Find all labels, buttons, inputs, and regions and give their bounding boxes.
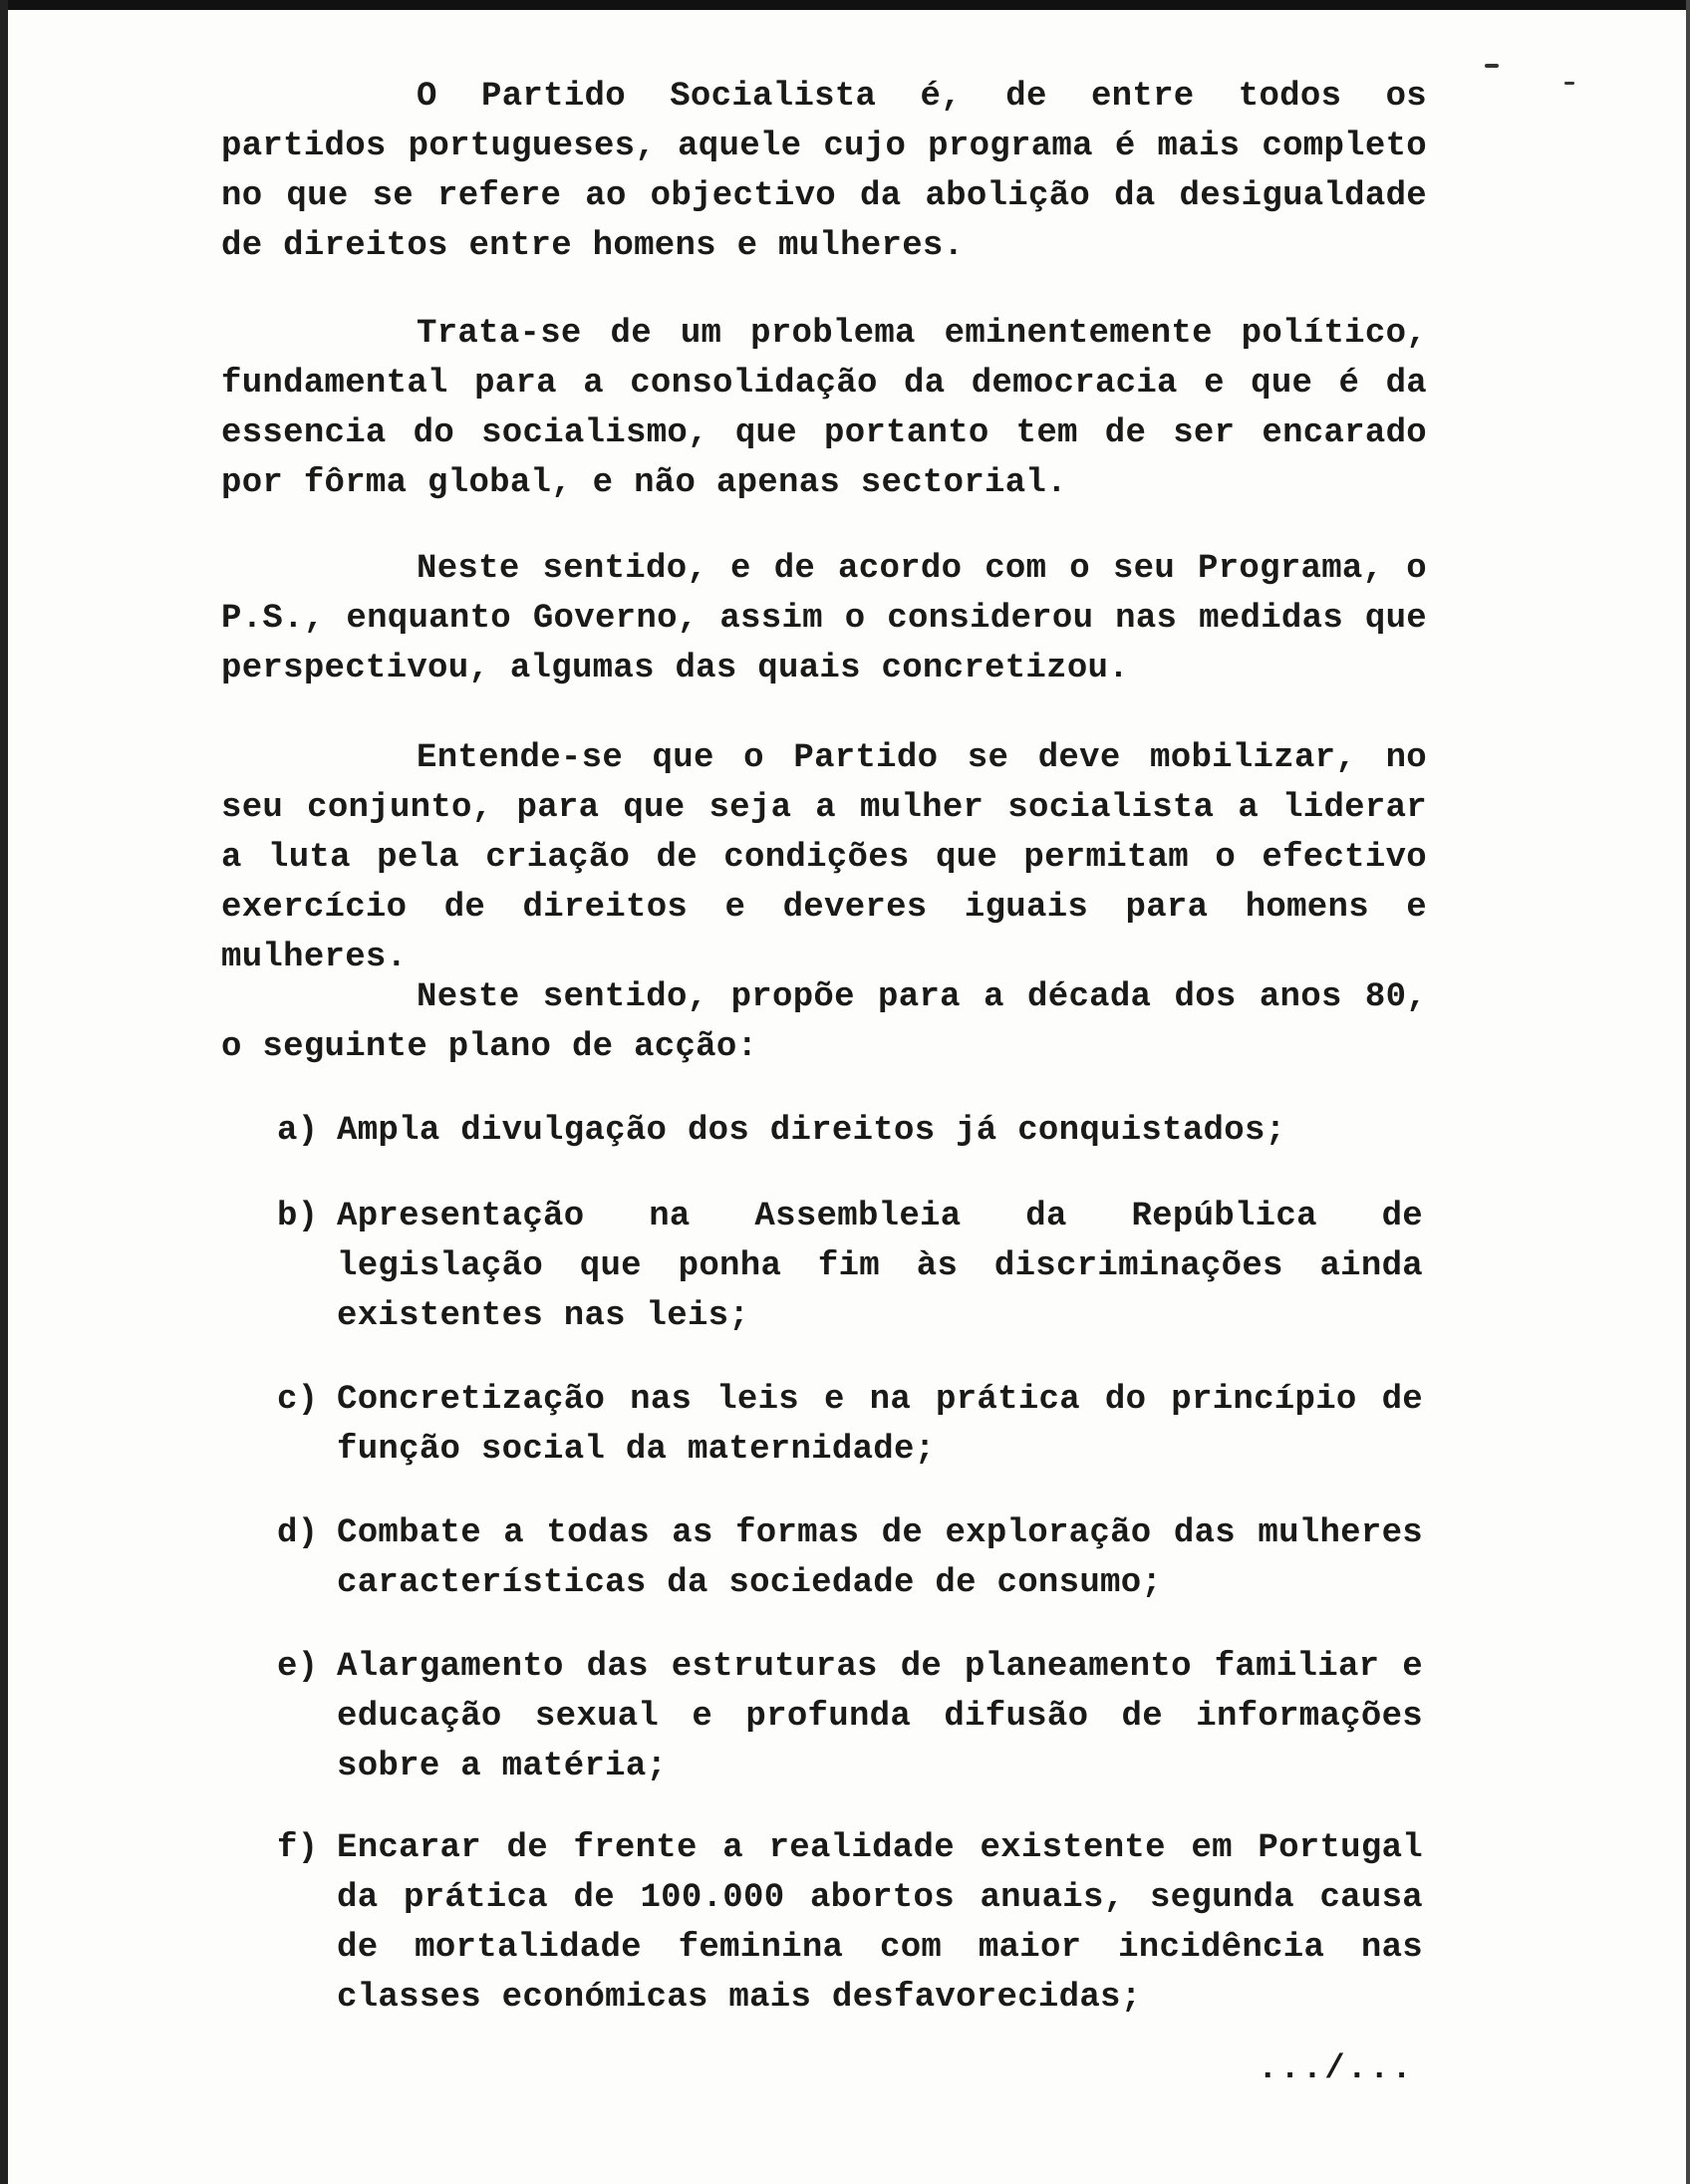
list-item-text: Apresentação na Assembleia da República de legislação que ponha fim às discriminações ainda existentes nas leis;	[337, 1198, 1423, 1335]
list-item-text: Ampla divulgação dos direitos já conquistados;	[337, 1112, 1286, 1150]
paragraph-action-plan-intro: Neste sentido, propõe para a década dos anos 80, o seguinte plano de acção:	[221, 978, 1427, 1066]
list-item	[277, 1192, 1423, 1341]
continuation-mark: .../...	[1258, 2050, 1414, 2088]
scan-edge-top	[0, 0, 1690, 10]
list-item	[277, 1375, 1423, 1475]
list-item-text: Encarar de frente a realidade existente em Portugal da prática de 100.000 abortos anuais, segunda causa de mortalidade feminina com maior incidência nas classes económicas mais desfavorecidas;	[337, 1829, 1423, 2017]
list-item-marker: a)	[277, 1112, 319, 1150]
scan-edge-left	[0, 0, 8, 2184]
list-item-text: Concretização nas leis e na prática do princípio de função social da maternidade;	[337, 1381, 1423, 1469]
list-item	[277, 1508, 1423, 1608]
list-item-text: Combate a todas as formas de exploração das mulheres características da sociedade de consumo;	[337, 1514, 1423, 1602]
scan-speck	[1485, 64, 1499, 68]
list-item-text: Alargamento das estruturas de planeamento familiar e educação sexual e profunda difusão de informações sobre a matéria;	[337, 1648, 1423, 1785]
list-item	[277, 1823, 1423, 2023]
list-item-marker: d)	[277, 1514, 319, 1552]
list-item-marker: e)	[277, 1648, 319, 1686]
list-item-marker: b)	[277, 1198, 319, 1235]
paragraph-political-problem: Trata-se de um problema eminentemente político, fundamental para a consolidação da democracia e que é da essencia do socialismo, que portanto tem de ser encarado por fôrma global, e não apenas sectorial.	[221, 315, 1427, 502]
list-item-marker: c)	[277, 1381, 319, 1419]
list-item	[277, 1642, 1423, 1791]
list-item-marker: f)	[277, 1829, 319, 1867]
paragraph-intro: O Partido Socialista é, de entre todos os partidos portugueses, aquele cujo programa é mais completo no que se refere ao objectivo da abolição da desigualdade de direitos entre homens e mulheres.	[221, 78, 1427, 265]
list-item	[277, 1106, 1423, 1156]
scan-speck	[1564, 82, 1574, 85]
scan-edge-right	[1686, 0, 1690, 2184]
paragraph-programme: Neste sentido, e de acordo com o seu Programa, o P.S., enquanto Governo, assim o considerou nas medidas que perspectivou, algumas das quais concretizou.	[221, 550, 1427, 687]
paragraph-mobilization: Entende-se que o Partido se deve mobilizar, no seu conjunto, para que seja a mulher socialista a liderar a luta pela criação de condições que permitam o efectivo exercício de direitos e deveres iguais para homens e mulheres.	[221, 739, 1427, 976]
